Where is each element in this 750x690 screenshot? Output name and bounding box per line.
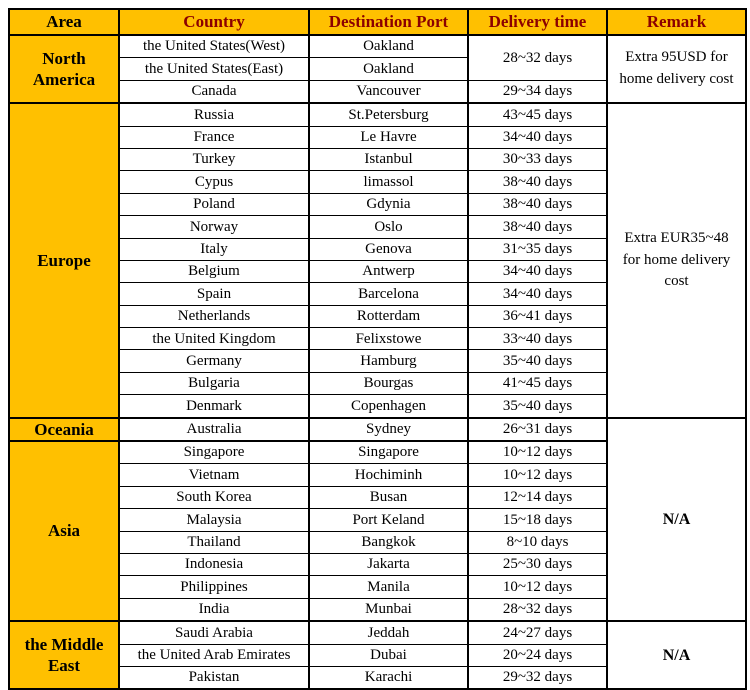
time-cell: 25~30 days — [468, 553, 607, 575]
time-cell: 35~40 days — [468, 350, 607, 372]
port-cell: Rotterdam — [309, 305, 468, 327]
country-cell: Netherlands — [119, 305, 309, 327]
port-cell: Busan — [309, 486, 468, 508]
country-cell: Singapore — [119, 441, 309, 464]
time-cell: 31~35 days — [468, 238, 607, 260]
country-cell: Philippines — [119, 576, 309, 598]
country-cell: Norway — [119, 216, 309, 238]
area-cell: Asia — [9, 441, 119, 621]
country-cell: Saudi Arabia — [119, 621, 309, 644]
time-cell: 12~14 days — [468, 486, 607, 508]
country-cell: Cypus — [119, 171, 309, 193]
time-cell: 29~34 days — [468, 80, 607, 103]
time-cell: 20~24 days — [468, 644, 607, 666]
table-row — [9, 621, 746, 644]
country-cell: Thailand — [119, 531, 309, 553]
table-body — [9, 35, 746, 689]
port-cell: Genova — [309, 238, 468, 260]
time-cell: 29~32 days — [468, 666, 607, 689]
time-cell: 24~27 days — [468, 621, 607, 644]
header-delivery-time: Delivery time — [468, 9, 607, 35]
country-cell: Australia — [119, 418, 309, 441]
remark-cell: Extra 95USD for home delivery cost — [607, 35, 746, 103]
time-cell: 8~10 days — [468, 531, 607, 553]
area-cell: Oceania — [9, 418, 119, 441]
country-cell: Turkey — [119, 148, 309, 170]
remark-cell: N/A — [607, 418, 746, 622]
port-cell: Barcelona — [309, 283, 468, 305]
time-cell: 41~45 days — [468, 372, 607, 394]
time-cell: 33~40 days — [468, 328, 607, 350]
country-cell: Malaysia — [119, 509, 309, 531]
country-cell: Denmark — [119, 395, 309, 418]
country-cell: Bulgaria — [119, 372, 309, 394]
country-cell: the United Arab Emirates — [119, 644, 309, 666]
port-cell: Karachi — [309, 666, 468, 689]
port-cell: Gdynia — [309, 193, 468, 215]
time-cell: 38~40 days — [468, 171, 607, 193]
port-cell: Bangkok — [309, 531, 468, 553]
time-cell: 30~33 days — [468, 148, 607, 170]
header-remark: Remark — [607, 9, 746, 35]
port-cell: Antwerp — [309, 260, 468, 282]
area-cell: the Middle East — [9, 621, 119, 689]
country-cell: South Korea — [119, 486, 309, 508]
time-cell: 34~40 days — [468, 260, 607, 282]
time-cell: 35~40 days — [468, 395, 607, 418]
time-cell: 15~18 days — [468, 509, 607, 531]
port-cell: St.Petersburg — [309, 103, 468, 126]
country-cell: the United Kingdom — [119, 328, 309, 350]
area-cell: Europe — [9, 103, 119, 417]
country-cell: the United States(West) — [119, 35, 309, 58]
country-cell: India — [119, 598, 309, 621]
country-cell: Indonesia — [119, 553, 309, 575]
port-cell: Jakarta — [309, 553, 468, 575]
header-area: Area — [9, 9, 119, 35]
port-cell: Port Keland — [309, 509, 468, 531]
port-cell: Oakland — [309, 35, 468, 58]
port-cell: Felixstowe — [309, 328, 468, 350]
time-cell: 10~12 days — [468, 576, 607, 598]
time-cell: 43~45 days — [468, 103, 607, 126]
country-cell: Italy — [119, 238, 309, 260]
time-cell: 28~32 days — [468, 598, 607, 621]
port-cell: Vancouver — [309, 80, 468, 103]
port-cell: Jeddah — [309, 621, 468, 644]
country-cell: Spain — [119, 283, 309, 305]
time-cell: 38~40 days — [468, 193, 607, 215]
header-country: Country — [119, 9, 309, 35]
port-cell: Copenhagen — [309, 395, 468, 418]
time-cell: 10~12 days — [468, 464, 607, 486]
country-cell: Pakistan — [119, 666, 309, 689]
port-cell: Munbai — [309, 598, 468, 621]
port-cell: Oslo — [309, 216, 468, 238]
header-destination-port: Destination Port — [309, 9, 468, 35]
time-cell: 34~40 days — [468, 283, 607, 305]
header-row — [9, 9, 746, 35]
time-cell: 34~40 days — [468, 126, 607, 148]
remark-cell: Extra EUR35~48 for home delivery cost — [607, 103, 746, 417]
port-cell: Sydney — [309, 418, 468, 441]
table-row — [9, 35, 746, 58]
port-cell: Hamburg — [309, 350, 468, 372]
port-cell: Bourgas — [309, 372, 468, 394]
time-cell: 36~41 days — [468, 305, 607, 327]
country-cell: Russia — [119, 103, 309, 126]
port-cell: Istanbul — [309, 148, 468, 170]
area-cell: North America — [9, 35, 119, 103]
time-cell: 26~31 days — [468, 418, 607, 441]
table-row — [9, 418, 746, 441]
country-cell: Vietnam — [119, 464, 309, 486]
port-cell: Singapore — [309, 441, 468, 464]
remark-cell: N/A — [607, 621, 746, 689]
port-cell: Dubai — [309, 644, 468, 666]
shipping-delivery-table — [8, 8, 747, 690]
port-cell: Oakland — [309, 58, 468, 80]
port-cell: Hochiminh — [309, 464, 468, 486]
port-cell: Le Havre — [309, 126, 468, 148]
country-cell: Belgium — [119, 260, 309, 282]
country-cell: Germany — [119, 350, 309, 372]
time-cell: 10~12 days — [468, 441, 607, 464]
country-cell: France — [119, 126, 309, 148]
time-cell: 28~32 days — [468, 35, 607, 80]
country-cell: the United States(East) — [119, 58, 309, 80]
country-cell: Poland — [119, 193, 309, 215]
table-row — [9, 103, 746, 126]
port-cell: limassol — [309, 171, 468, 193]
time-cell: 38~40 days — [468, 216, 607, 238]
country-cell: Canada — [119, 80, 309, 103]
port-cell: Manila — [309, 576, 468, 598]
